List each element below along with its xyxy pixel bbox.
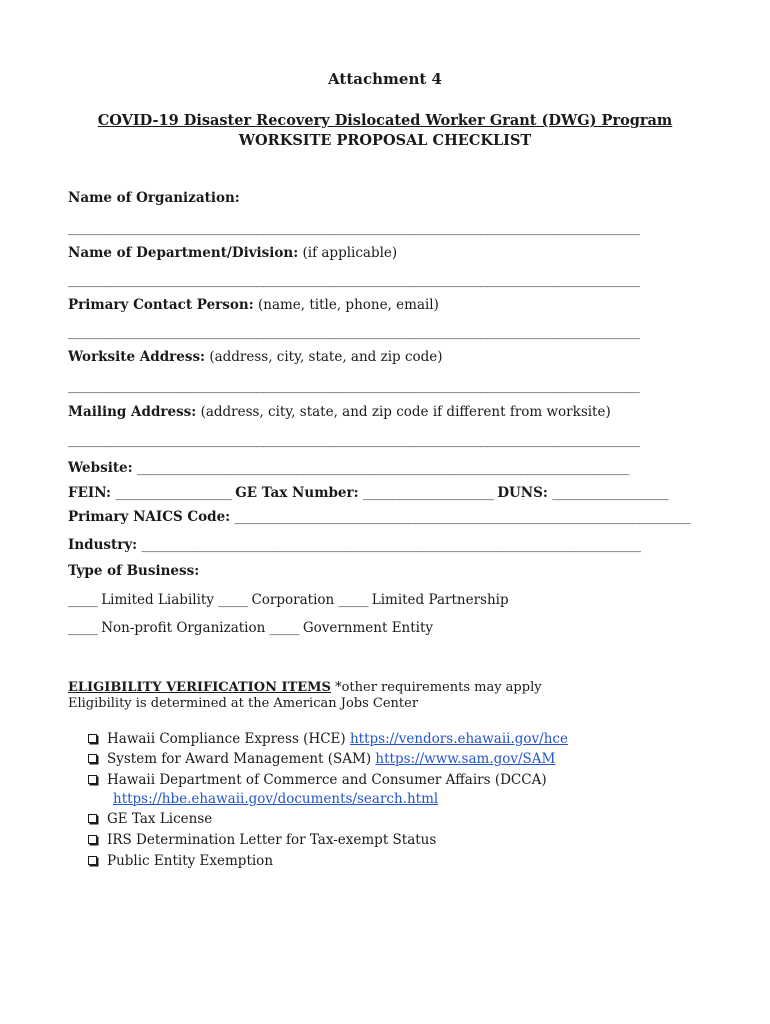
corporation-blank[interactable]: ____ [218,592,248,608]
checkbox-icon[interactable] [88,754,97,763]
item-text: IRS Determination Letter for Tax-exempt Status [107,832,437,848]
website-field[interactable]: ____________________________________________________________________ [136,460,629,476]
dept-label: Name of Department/Division: [68,245,299,261]
business-options-row-2 [68,620,433,636]
dept-hint: (if applicable) [302,245,398,261]
list-item [88,772,547,788]
limited-liability-option: Limited Liability [101,592,214,608]
ge-tax-field[interactable]: __________________ [362,485,494,501]
list-item [88,731,568,747]
naics-label: Primary NAICS Code: [68,509,231,525]
industry-row [68,537,640,553]
mailing-field[interactable]: _______________________________________________________________________________ [68,432,639,448]
worksite-field[interactable]: _______________________________________________________________________________ [68,378,639,394]
business-type-label: Type of Business: [68,563,200,579]
duns-field[interactable]: ________________ [552,485,668,501]
checkbox-icon[interactable] [88,775,97,784]
item-text: Hawaii Compliance Express (HCE) [107,731,346,747]
dcca-link[interactable]: https://hbe.ehawaii.gov/documents/search.html [113,791,439,807]
eligibility-heading-row [68,680,542,695]
item-text: Hawaii Department of Commerce and Consumer Affairs (DCCA) [107,772,547,788]
limited-partnership-option: Limited Partnership [371,592,509,608]
mailing-label-row [68,404,611,420]
nonprofit-option: Non-profit Organization [101,620,266,636]
eligibility-subtext: Eligibility is determined at the American Jobs Center [68,696,419,711]
website-row [68,460,628,476]
item-text: System for Award Management (SAM) [107,751,372,767]
tax-ids-row [68,485,668,501]
government-blank[interactable]: ____ [269,620,299,636]
worksite-label: Worksite Address: [68,349,206,365]
contact-label-row [68,297,439,313]
worksite-label-row [68,349,443,365]
org-name-field[interactable]: _______________________________________________________________________________ [68,220,639,236]
dept-label-row [68,245,397,261]
naics-field[interactable]: _______________________________________________________________ [234,509,690,525]
fein-field[interactable]: ________________ [115,485,231,501]
industry-label: Industry: [68,537,138,553]
nonprofit-blank[interactable]: ____ [68,620,97,636]
item-text: GE Tax License [107,811,213,827]
naics-row [68,509,690,525]
duns-label: DUNS: [497,485,548,501]
checkbox-icon[interactable] [88,734,97,743]
org-name-label: Name of Organization: [68,190,240,206]
fein-label: FEIN: [68,485,112,501]
corporation-option: Corporation [251,592,335,608]
eligibility-note: *other requirements may apply [335,680,542,695]
list-item [88,811,212,827]
list-item [88,853,273,869]
ge-tax-label: GE Tax Number: [235,485,359,501]
dept-field[interactable]: _______________________________________________________________________________ [68,272,639,288]
contact-label: Primary Contact Person: [68,297,254,313]
checkbox-icon[interactable] [88,814,97,823]
attachment-label: Attachment 4 [328,70,442,88]
eligibility-heading: ELIGIBILITY VERIFICATION ITEMS [68,680,331,695]
business-options-row-1 [68,592,509,608]
checkbox-icon[interactable] [88,835,97,844]
list-item [88,751,555,767]
sam-link[interactable]: https://www.sam.gov/SAM [375,751,556,767]
list-item [88,832,436,848]
program-title: COVID-19 Disaster Recovery Dislocated Worker Grant (DWG) Program [97,112,673,129]
industry-field[interactable]: _____________________________________________________________________ [141,537,641,553]
mailing-hint: (address, city, state, and zip code if different from worksite) [200,404,611,420]
dcca-link-row [113,791,438,807]
checkbox-icon[interactable] [88,856,97,865]
mailing-label: Mailing Address: [68,404,197,420]
website-label: Website: [68,460,133,476]
limited-partnership-blank[interactable]: ____ [338,592,368,608]
contact-field[interactable]: _______________________________________________________________________________ [68,324,639,340]
contact-hint: (name, title, phone, email) [257,297,439,313]
worksite-hint: (address, city, state, and zip code) [209,349,443,365]
item-text: Public Entity Exemption [107,853,274,869]
checklist-title: WORKSITE PROPOSAL CHECKLIST [238,132,532,149]
limited-liability-blank[interactable]: ____ [68,592,97,608]
government-option: Government Entity [302,620,434,636]
hce-link[interactable]: https://vendors.ehawaii.gov/hce [349,731,568,747]
